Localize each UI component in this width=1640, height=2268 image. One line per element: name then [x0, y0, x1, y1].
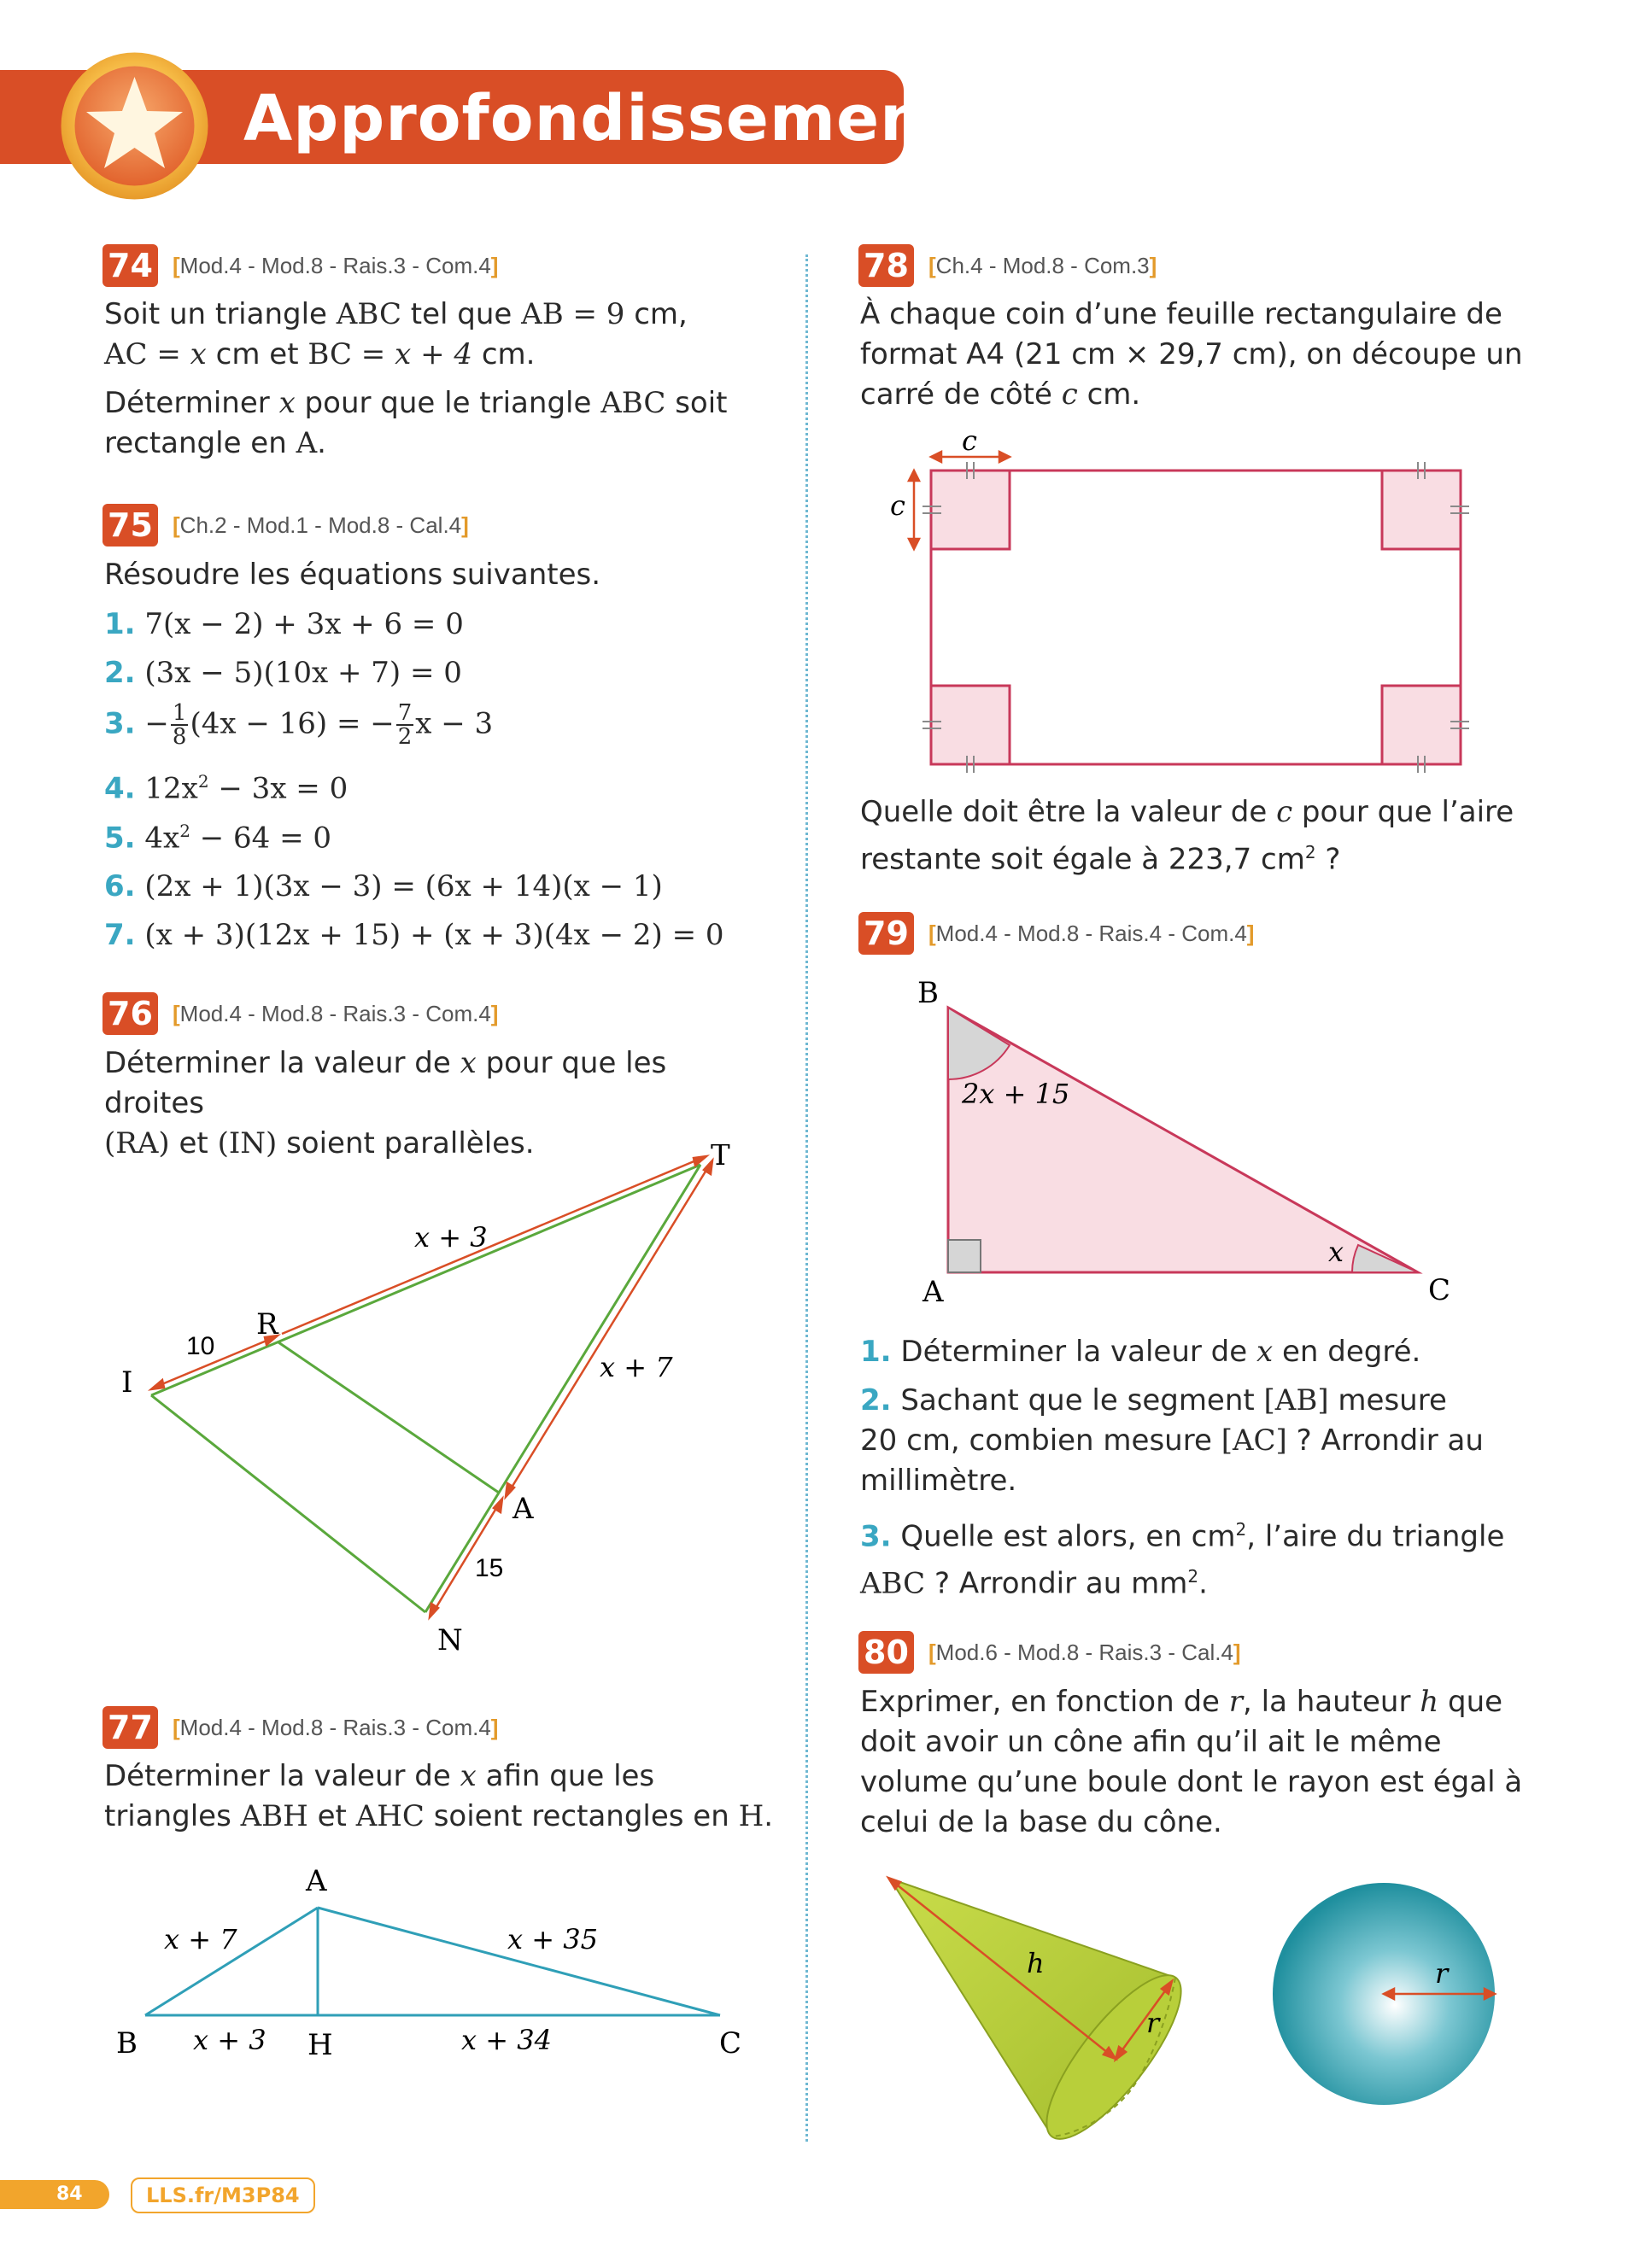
label-A: A	[922, 1275, 944, 1309]
exercise-74-statement: Soit un triangle ABC tel que AB = 9 cm, AC = x cm et BC = x + 4 cm. Déterminer x pour que le triangle ABC soit rectangle en A.	[104, 297, 728, 460]
cone-figure	[871, 1862, 1196, 2143]
length-AC: x + 35	[507, 1923, 598, 1955]
equation-item: 1. 7(x − 2) + 3x + 6 = 0	[104, 607, 464, 641]
equation-item: 4. $12x^2 - 3x = 0$	[104, 771, 348, 806]
corner-square	[931, 686, 1010, 764]
exercise-76-statement: Déterminer la valeur de x pour que les droites (RA) et (IN) soient parallèles.	[104, 1046, 667, 1160]
triangle-ABC	[948, 1008, 1418, 1272]
label-A: A	[306, 1864, 327, 1898]
right-angle-marker	[948, 1240, 981, 1272]
exercise-number: 80	[858, 1631, 914, 1674]
exercise-77-statement: Déterminer la valeur de x afin que les triangles ABH et AHC soient rectangles en H.	[104, 1759, 774, 1833]
angle-B-value: 2x + 15	[962, 1078, 1070, 1110]
exercise-tags: [Mod.4 - Mod.8 - Rais.4 - Com.4]	[928, 921, 1255, 946]
length-IT: x + 3	[414, 1221, 488, 1254]
exercise-75-intro: Résoudre les équations suivantes.	[104, 558, 601, 592]
corner-square	[931, 471, 1010, 549]
exercise-number: 74	[102, 244, 158, 287]
length-AB: x + 7	[164, 1923, 237, 1955]
exercise-tags: [Ch.4 - Mod.8 - Com.3]	[928, 253, 1157, 278]
triangle-figure-76	[102, 1144, 752, 1665]
online-resource-link[interactable]: LLS.fr/M3P84	[131, 2177, 315, 2213]
label-c-top: c	[962, 431, 977, 457]
exercise-number: 79	[858, 912, 914, 955]
equation-item: 5. $4x^2 - 64 = 0$	[104, 821, 332, 856]
exercise-78-question: Quelle doit être la valeur de c pour que l’aire restante soit égale à 223,7 $cm^2$ ?	[860, 795, 1514, 877]
length-NA: 15	[475, 1554, 504, 1582]
exercise-number: 77	[102, 1706, 158, 1749]
label-N: N	[437, 1623, 463, 1657]
exercise-number: 76	[102, 992, 158, 1035]
length-HC: x + 34	[461, 2024, 552, 2056]
right-triangle-figure-79	[905, 973, 1469, 1315]
equation-item: 3. − $\frac{1}{8}$ (4x − 16) = − $\frac{7}{2}$ x − 3	[104, 700, 494, 750]
corner-square	[1382, 471, 1461, 549]
page-number-tab	[0, 2180, 109, 2209]
label-R: R	[256, 1307, 278, 1342]
exercise-78-statement: À chaque coin d’une feuille rectangulaire de format A4 (21 cm × 29,7 cm), on découpe un carré de côté c cm.	[860, 297, 1523, 412]
angle-C-arc	[1352, 1245, 1418, 1272]
column-divider	[805, 254, 808, 2142]
label-r-cone: r	[1146, 2007, 1160, 2039]
exercise-tags: [Mod.4 - Mod.8 - Rais.3 - Com.4]	[173, 1715, 499, 1740]
label-C: C	[1428, 1273, 1451, 1307]
length-BH: x + 3	[193, 2024, 266, 2056]
sphere-figure	[1264, 1879, 1503, 2118]
label-T: T	[711, 1144, 730, 1172]
exercise-80-statement: Exprimer, en fonction de r, la hauteur h que doit avoir un cône afin qu’il ait le même volume qu’une boule dont le rayon est égal à celui de la base du cône.	[860, 1685, 1523, 1839]
segment-RA	[278, 1342, 499, 1493]
exercise-tags: [Mod.4 - Mod.8 - Rais.3 - Com.4]	[173, 253, 499, 278]
equation-item: 2. (3x − 5)(10x + 7) = 0	[104, 656, 462, 690]
label-r-ball: r	[1435, 1957, 1449, 1990]
label-B: B	[917, 976, 939, 1010]
label-H: H	[308, 2028, 333, 2062]
star-medal-icon	[60, 51, 209, 201]
exercise-tags: [Mod.4 - Mod.8 - Rais.3 - Com.4]	[173, 1001, 499, 1026]
label-h: h	[1027, 1947, 1045, 1979]
label-I: I	[121, 1365, 133, 1400]
exercise-tags: [Ch.2 - Mod.1 - Mod.8 - Cal.4]	[173, 512, 469, 538]
exercise-79-questions: 1. Déterminer la valeur de x en degré. 2. Sachant que le segment [AB] mesure 20 cm, combien mesure [AC] ? Arrondir au millimètre. 3. Quelle est alors, en $cm^2$, l’aire du triangle ABC ? Arrondir au $mm^2$.	[860, 1335, 1505, 1601]
corner-square	[1382, 686, 1461, 764]
exercise-tags: [Mod.6 - Mod.8 - Rais.3 - Cal.4]	[928, 1640, 1241, 1665]
a4-sheet-figure	[880, 431, 1495, 773]
triangle-figure-77	[102, 1853, 760, 2075]
label-c-left: c	[890, 489, 905, 522]
segment-IN	[151, 1395, 425, 1612]
page-number: 84	[56, 2183, 83, 2205]
exercise-number: 75	[102, 504, 158, 547]
exercise-number: 78	[858, 244, 914, 287]
page-title: Approfondissement	[243, 82, 958, 155]
length-AT: x + 7	[600, 1351, 673, 1383]
label-C: C	[719, 2026, 742, 2060]
label-B: B	[116, 2026, 138, 2060]
angle-C-value: x	[1328, 1236, 1344, 1268]
label-A: A	[512, 1492, 534, 1526]
length-IR: 10	[186, 1332, 215, 1360]
equation-item: 6. (2x + 1)(3x − 3) = (6x + 14)(x − 1)	[104, 869, 663, 903]
equation-item: 7. (x + 3)(12x + 15) + (x + 3)(4x − 2) = 0	[104, 918, 724, 952]
